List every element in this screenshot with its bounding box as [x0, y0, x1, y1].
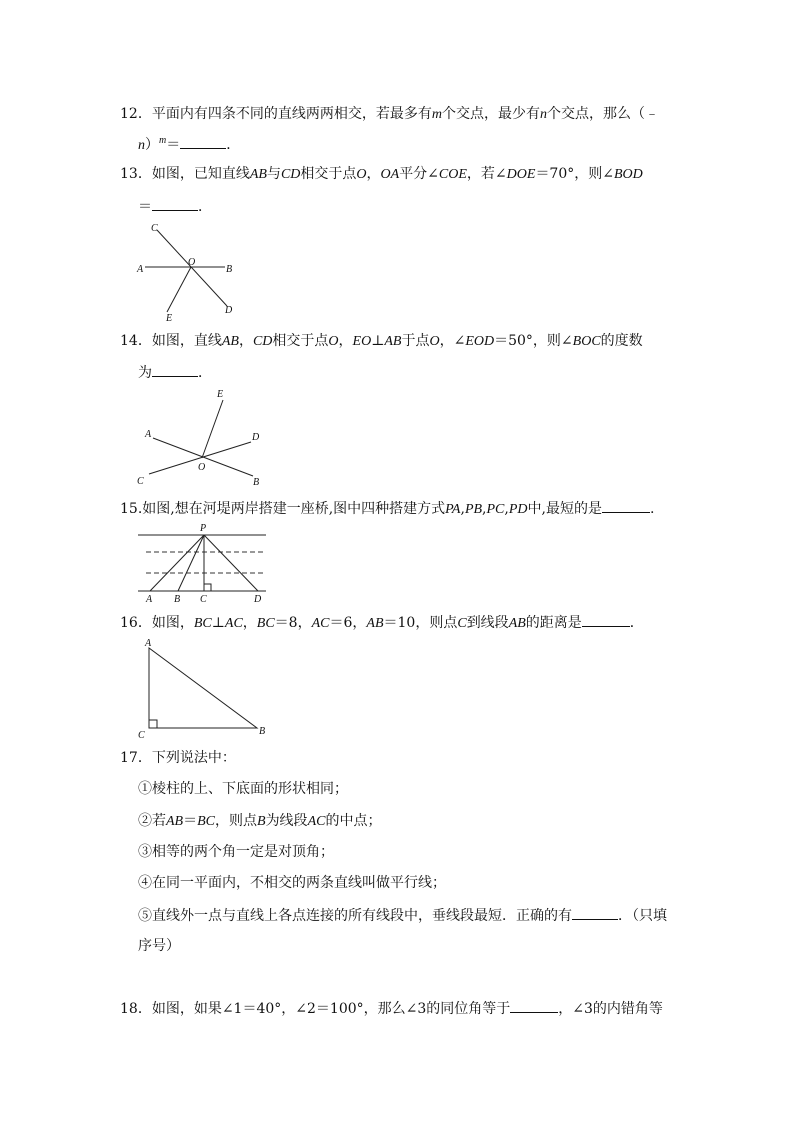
label-E: E [166, 313, 173, 324]
label-O: O [188, 257, 196, 268]
label-E: E [217, 389, 224, 400]
q17-statement-5: ⑤直线外一点与直线上各点连接的所有线段中，垂线段最短．正确的有 ．（只填 [138, 905, 667, 926]
q17-stem: 17．下列说法中： [120, 750, 236, 766]
q13-number: 13． [120, 166, 152, 182]
label-O: O [198, 462, 206, 473]
ray-OE [167, 267, 191, 312]
q14-line-1: 14．如图，直线AB，CD相交于点O，EO⊥AB于点O，∠EOD＝50°，则∠BOC的度数 [120, 333, 643, 349]
q15-figure [136, 520, 271, 608]
q17-statement-1: ①棱柱的上、下底面的形状相同； [138, 781, 348, 797]
label-D: D [252, 432, 260, 443]
label-C: C [138, 730, 145, 741]
q15-number: 15. [120, 501, 143, 517]
label-A: A [137, 264, 144, 275]
answer-blank[interactable] [152, 196, 198, 211]
label-D: D [225, 305, 233, 316]
q17-statement-4: ④在同一平面内，不相交的两条直线叫做平行线； [138, 875, 446, 891]
q13-line-2: ＝ ． [138, 196, 212, 217]
q17-statement-3: ③相等的两个角一定是对顶角； [138, 844, 334, 860]
label-D: D [254, 594, 262, 605]
answer-blank[interactable] [602, 498, 650, 513]
q16-line: 16．如图，BC⊥AC，BC＝8，AC＝6，AB＝10，则点C到线段AB的距离是 ． [120, 612, 644, 634]
q13-line-1: 13．如图，已知直线AB与CD相交于点O，OA平分∠COE，若∠DOE＝70°，则∠BOD [120, 166, 643, 182]
segment-PD [204, 535, 258, 591]
segment-PB [178, 535, 204, 591]
label-A: A [146, 594, 153, 605]
answer-blank[interactable] [510, 998, 558, 1013]
label-A: A [145, 429, 152, 440]
triangle-ABC [149, 648, 257, 728]
segment-PA [150, 535, 204, 591]
label-A: A [145, 638, 152, 649]
q16-number: 16． [120, 615, 152, 631]
q17-statement-5-cont: 序号） [138, 938, 180, 954]
q13-figure [135, 222, 245, 322]
label-B: B [174, 594, 181, 605]
q12-line-1: 12．平面内有四条不同的直线两两相交，若最多有m个交点，最少有n个交点，那么（﹣ [120, 106, 659, 122]
line-CD [157, 230, 227, 306]
label-C: C [200, 594, 207, 605]
answer-blank[interactable] [582, 612, 630, 627]
answer-blank[interactable] [152, 362, 198, 377]
right-angle-mark [149, 720, 157, 728]
label-C: C [137, 476, 144, 487]
answer-blank[interactable] [180, 134, 226, 149]
q12-line-2: n）$^m$＝ ． [138, 135, 241, 153]
label-B: B [259, 726, 266, 737]
q16-figure [135, 636, 275, 742]
q18-number: 18． [120, 1001, 152, 1017]
label-P: P [200, 523, 207, 534]
answer-blank[interactable] [572, 905, 618, 920]
right-angle-mark [204, 584, 211, 591]
q18-line: 18．如图，如果∠1＝40°，∠2＝100°，那么∠3的同位角等于 ，∠3的内错角等 [120, 998, 663, 1019]
q17-number: 17． [120, 750, 152, 766]
q14-figure [135, 386, 270, 486]
label-C: C [151, 223, 158, 234]
label-B: B [226, 264, 233, 275]
q15-line: 15.如图,想在河堤两岸搭建一座桥,图中四种搭建方式PA,PB,PC,PD中,最短的是 . [120, 498, 654, 520]
q14-number: 14． [120, 333, 152, 349]
label-B: B [253, 477, 260, 488]
q14-line-2: 为 ． [138, 362, 212, 383]
ray-OE [202, 400, 223, 458]
q17-statement-2: ②若AB＝BC，则点B为线段AC的中点； [138, 813, 382, 829]
q12-number: 12． [120, 106, 152, 122]
